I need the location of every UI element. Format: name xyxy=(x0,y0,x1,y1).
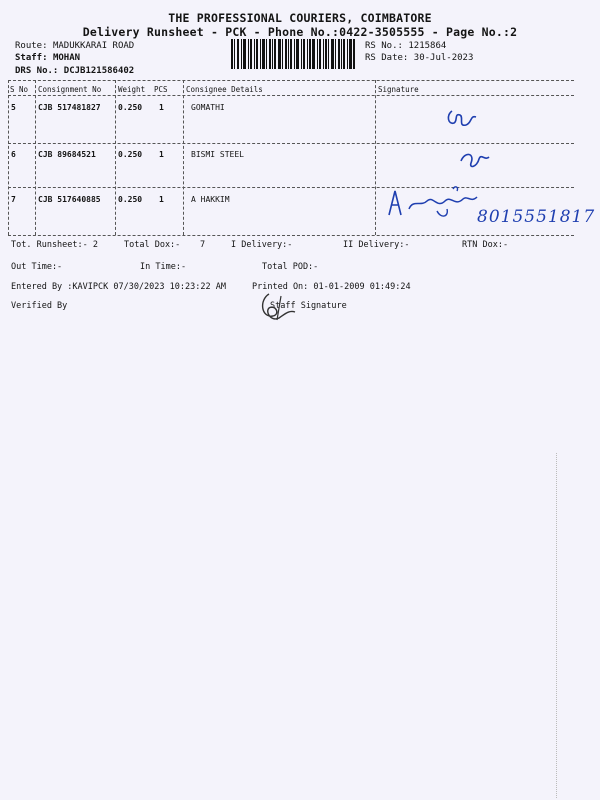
col-header-consignee: Consignee Details xyxy=(186,85,263,94)
row-consignee: A HAKKIM xyxy=(191,195,230,204)
route-line xyxy=(15,41,134,51)
route-label: Route: xyxy=(15,41,48,51)
col-header-pcs: PCS xyxy=(154,85,168,94)
ii-delivery: II Delivery:- xyxy=(343,240,410,250)
rs-date-value: 30-Jul-2023 xyxy=(413,53,474,63)
table-bottom-rule xyxy=(8,235,574,236)
company-title: THE PROFESSIONAL COURIERS, COIMBATORE xyxy=(168,11,432,25)
col-rule xyxy=(115,80,116,235)
i-delivery: I Delivery:- xyxy=(231,240,293,250)
rtn-dox: RTN Dox:- xyxy=(462,240,509,250)
rs-date-line xyxy=(365,53,473,63)
drs-line xyxy=(15,66,134,76)
in-time: In Time:- xyxy=(140,262,187,272)
out-time: Out Time:- xyxy=(11,262,63,272)
barcode xyxy=(231,39,355,69)
table-top-rule xyxy=(8,80,574,81)
col-rule xyxy=(8,80,9,235)
scan-artifact-line xyxy=(556,453,557,798)
col-header-signature: Signature xyxy=(378,85,419,94)
handwritten-phone: 8015551817 xyxy=(477,207,596,227)
row-weight: 0.250 xyxy=(118,195,143,204)
rs-date-label: RS Date: xyxy=(365,53,409,63)
handwritten-signature xyxy=(440,103,490,139)
verified-by: Verified By xyxy=(11,301,68,311)
col-header-sno: S No xyxy=(10,85,29,94)
total-dox-label: Total Dox:- xyxy=(124,240,181,250)
row-weight: 0.250 xyxy=(118,103,143,112)
staff-label: Staff: xyxy=(15,53,48,63)
col-header-consignment: Consignment No xyxy=(38,85,102,94)
drs-value: DCJB121586402 xyxy=(63,66,135,76)
entered-by: Entered By :KAVIPCK 07/30/2023 10:23:22 AM xyxy=(11,282,226,292)
drs-label: DRS No.: xyxy=(15,66,59,76)
row-consignee: GOMATHI xyxy=(191,103,225,112)
total-dox-value: 7 xyxy=(200,240,206,250)
runsheet-title: Delivery Runsheet - PCK - Phone No.:0422-3505555 - Page No.:2 xyxy=(82,25,518,39)
row-sno: 6 xyxy=(11,150,16,159)
staff-signature-scribble xyxy=(255,290,305,326)
table-header-rule xyxy=(8,95,574,96)
row-consignment: CJB 517481827 xyxy=(38,103,101,112)
row-pcs: 1 xyxy=(159,103,164,112)
staff-line xyxy=(15,53,80,63)
row-consignee: BISMI STEEL xyxy=(191,150,244,159)
row-pcs: 1 xyxy=(159,150,164,159)
row-consignment: CJB 89684521 xyxy=(38,150,96,159)
route-value: MADUKKARAI ROAD xyxy=(52,41,135,51)
staff-signature-label: Staff Signature xyxy=(270,301,347,311)
row-weight: 0.250 xyxy=(118,150,143,159)
col-rule xyxy=(183,80,184,235)
printed-on: Printed On: 01-01-2009 01:49:24 xyxy=(252,282,411,292)
row-sno: 7 xyxy=(11,195,16,204)
handwritten-signature xyxy=(455,143,500,173)
row-consignment: CJB 517640885 xyxy=(38,195,101,204)
rs-no-label: RS No.: xyxy=(365,41,403,51)
col-header-weight: Weight xyxy=(118,85,146,94)
row-pcs: 1 xyxy=(159,195,164,204)
rs-no-line xyxy=(365,41,446,51)
col-rule xyxy=(35,80,36,235)
total-runsheet: Tot. Runsheet:- 2 xyxy=(11,240,98,250)
row-sno: 5 xyxy=(11,103,16,112)
rs-no-value: 1215864 xyxy=(408,41,447,51)
total-pod: Total POD:- xyxy=(262,262,319,272)
col-rule xyxy=(375,80,376,235)
staff-value: MOHAN xyxy=(52,53,81,63)
